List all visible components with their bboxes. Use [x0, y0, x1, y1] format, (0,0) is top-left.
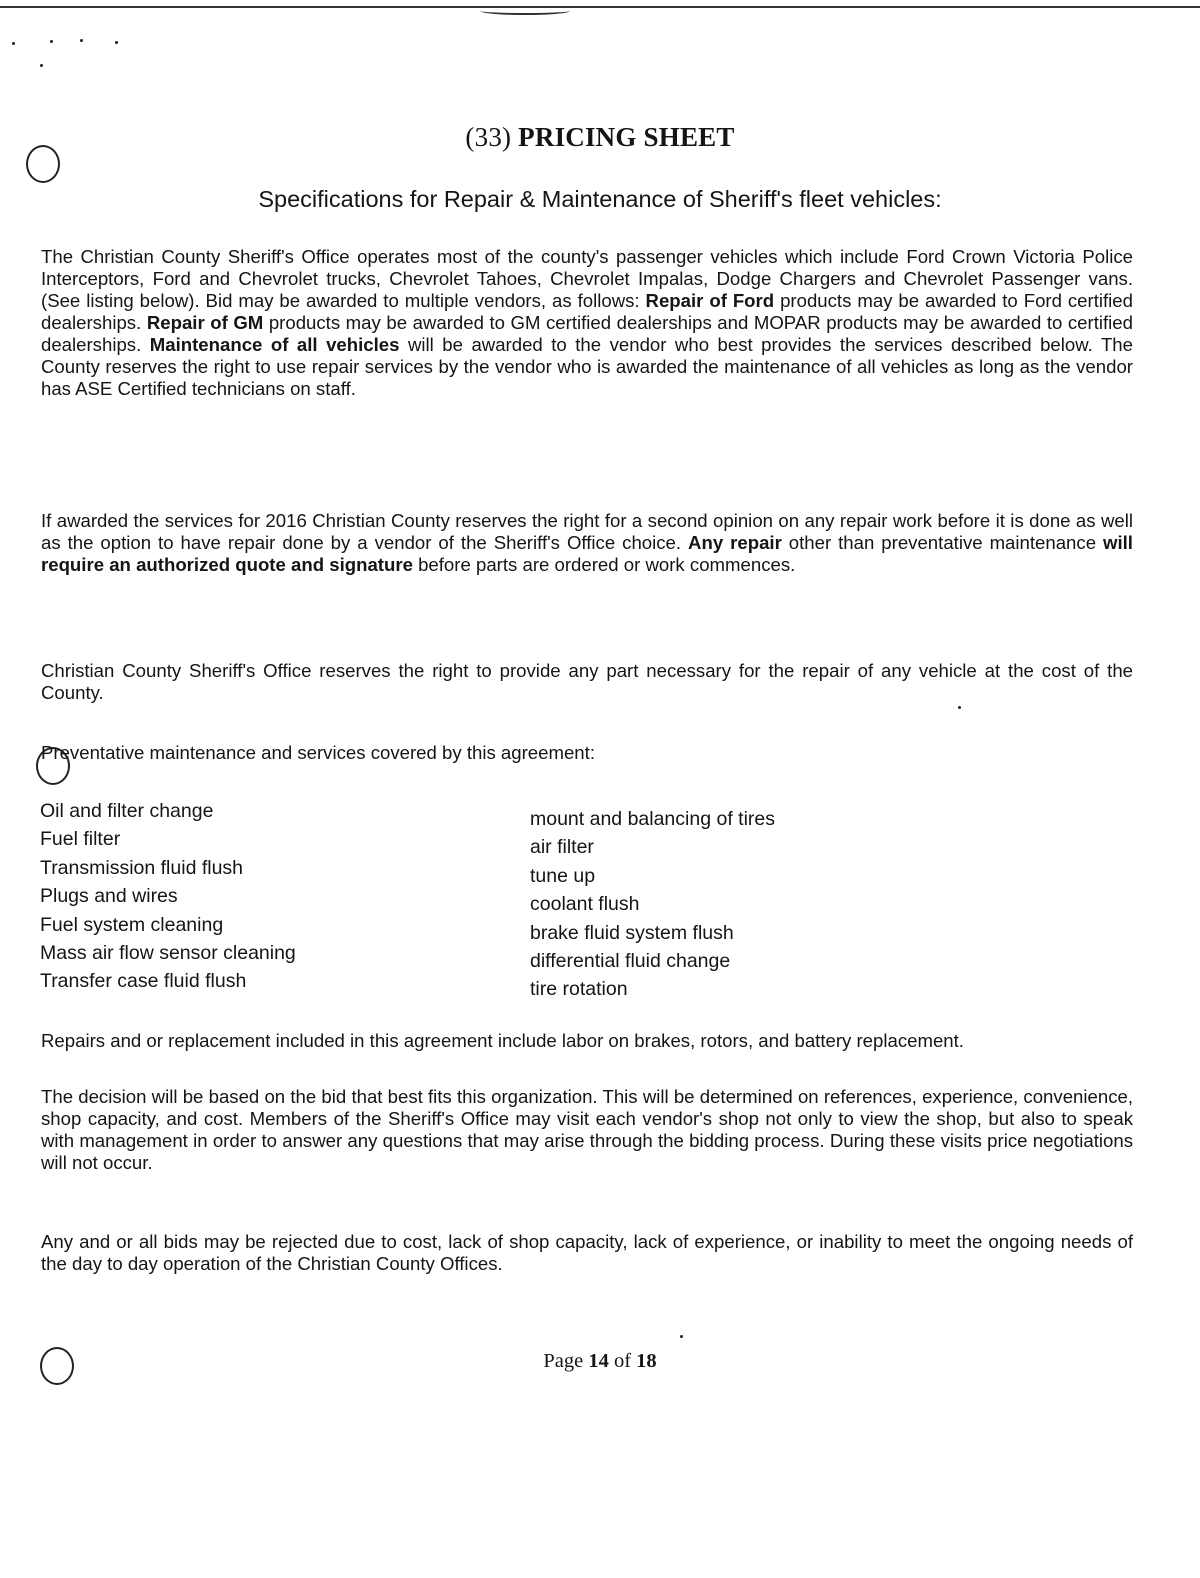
scan-speck: [12, 42, 15, 45]
scan-speck: [80, 39, 83, 42]
text-run: before parts are ordered or work commences.: [412, 554, 796, 575]
list-item: Fuel system cleaning: [40, 913, 224, 936]
scan-top-edge: [0, 6, 1200, 8]
list-item: Fuel filter: [40, 828, 121, 851]
text-run: will be awarded to the vendor who best provides the services described below. The County reserves the right to use repair services by the vendor who is awarded the maintenance of all vehicles as long as the vendor has ASE Certified technicians on staff.: [41, 334, 1133, 399]
list-item: Transfer case fluid flush: [40, 970, 247, 993]
text-run: The Christian County Sheriff's Office operates most of the county's passenger vehicles which include Ford Crown Victoria Police Interceptors, Ford and Chevrolet trucks, Chevrolet Tahoes, Chevrolet Impalas, Dodge Chargers and Chevrolet Passenger vans. (See listing below). Bid may be awarded to multiple vendors, as follows:: [41, 246, 1133, 311]
services-list-left: [40, 797, 480, 996]
title-number: (33): [465, 122, 512, 152]
list-item: air filter: [530, 836, 594, 859]
paragraph-decision: The decision will be based on the bid that best fits this organization. This will be determined on references, experience, convenience, shop capacity, and cost. Members of the Sheriff's Office may visit each vendor's shop not only to view the shop, but also to speak with management in order to answer any questions that may arise through the bidding process. During these visits price negotiations will not occur.: [41, 1086, 1133, 1173]
scan-top-edge-curve: [480, 7, 570, 15]
text-run: products may be awarded to GM certified dealerships and MOPAR products may be awarded to certified dealerships.: [41, 312, 1133, 355]
paragraph-rejection: Any and or all bids may be rejected due to cost, lack of shop capacity, lack of experience, or inability to meet the ongoing needs of the day to day operation of the Christian County Offices.: [41, 1231, 1133, 1274]
list-item: tire rotation: [530, 978, 628, 1001]
text-run: If awarded the services for 2016 Christian County reserves the right for a second opinion on any repair work before it is done as well as the option to have repair done by a vendor of the Sheriff's Office choice.: [41, 510, 1133, 553]
scan-speck: [958, 706, 961, 709]
paragraph-second-opinion: [41, 510, 1133, 576]
page-title: [0, 122, 1200, 153]
list-item: Mass air flow sensor cleaning: [40, 942, 296, 965]
bold-text-run: Any repair: [688, 532, 782, 553]
scan-speck: [115, 41, 118, 44]
paragraph-parts: Christian County Sheriff's Office reserves the right to provide any part necessary for the repair of any vehicle at the cost of the County.: [41, 660, 1133, 703]
list-item: coolant flush: [530, 893, 640, 916]
text-run: products may be awarded to Ford certified dealerships.: [41, 290, 1133, 333]
scan-speck: [40, 64, 43, 67]
paragraph-vehicle-overview: [41, 246, 1133, 400]
list-item: mount and balancing of tires: [530, 808, 775, 830]
page-of: of: [613, 1350, 632, 1372]
text-run: other than preventative maintenance: [781, 532, 1104, 553]
page-subtitle: Specifications for Repair & Maintenance of Sheriff's fleet vehicles:: [258, 186, 942, 212]
page-label: Page: [543, 1350, 584, 1372]
page-footer: [0, 1350, 1200, 1373]
title-text: PRICING SHEET: [518, 122, 735, 152]
list-item: differential fluid change: [530, 950, 731, 973]
list-item: Plugs and wires: [40, 885, 178, 908]
bold-text-run: Repair of GM: [146, 312, 264, 333]
bold-text-run: will require an authorized quote and signature: [41, 532, 1133, 575]
list-item: brake fluid system flush: [530, 921, 734, 944]
paragraph-services-intro: Preventative maintenance and services covered by this agreement:: [41, 742, 595, 763]
bold-text-run: Repair of Ford: [645, 290, 775, 311]
page-total: 18: [636, 1350, 657, 1372]
services-list-right: [530, 805, 950, 1004]
scan-speck: [50, 40, 53, 43]
page-current: 14: [588, 1350, 609, 1372]
list-item: tune up: [530, 864, 596, 887]
list-item: Oil and filter change: [40, 800, 214, 822]
bold-text-run: Maintenance of all vehicles: [149, 334, 400, 355]
list-item: Transmission fluid flush: [40, 856, 244, 879]
scan-speck: [680, 1335, 683, 1338]
paragraph-repairs-included: Repairs and or replacement included in this agreement include labor on brakes, rotors, and battery replacement.: [41, 1030, 964, 1051]
